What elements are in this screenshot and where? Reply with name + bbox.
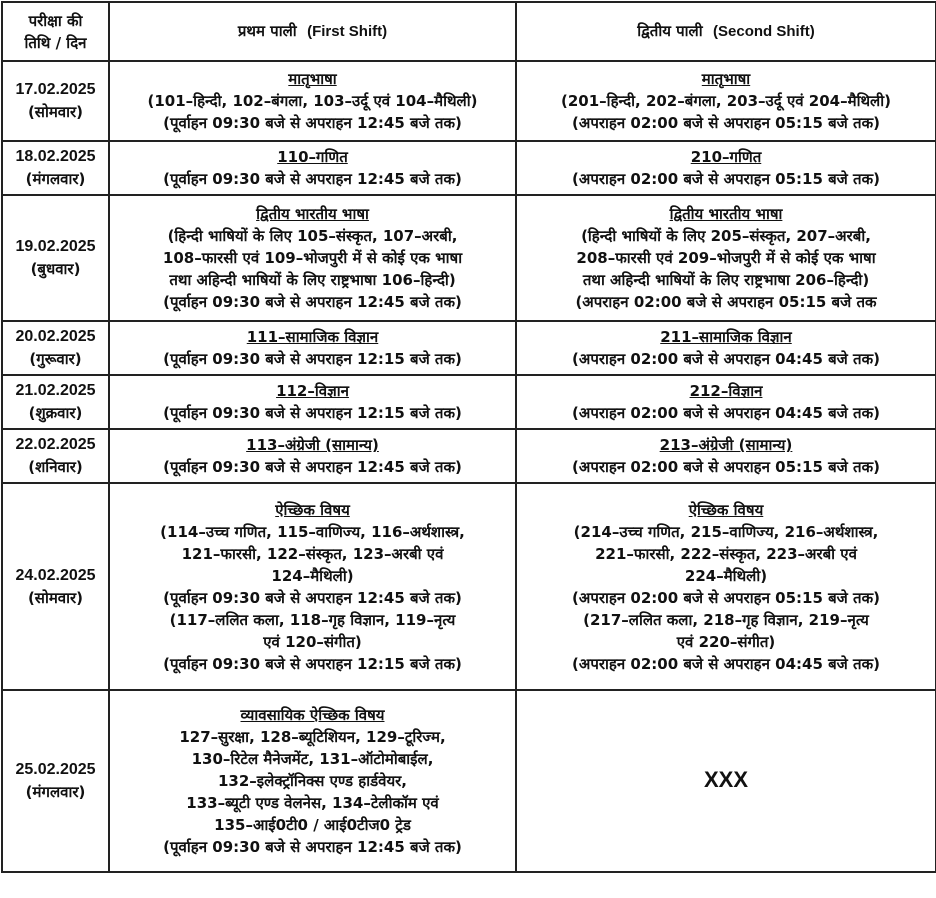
date-cell [2, 321, 109, 375]
subject-detail-line: (अपराहन 02:00 बजे से अपराहन 05:15 बजे तक) [572, 458, 880, 476]
exam-day: (सोमवार) [27, 103, 84, 121]
subject-detail-line: (117–ललित कला, 118–गृह विज्ञान, 119–नृत्य [169, 610, 456, 629]
schedule-row [2, 690, 936, 872]
exam-day: (मंगलवार) [25, 783, 86, 801]
date-cell [2, 429, 109, 483]
subject-detail-line: (अपराहन 02:00 बजे से अपराहन 04:45 बजे तक) [572, 350, 880, 368]
subject-detail-line: 130–रिटेल मैनेजमेंट, 131–ऑटोमोबाईल, [191, 750, 434, 768]
second-shift-hindi: द्वितीय पाली [637, 22, 703, 40]
subject-detail-line: (पूर्वाहन 09:30 बजे से अपराहन 12:45 बजे तक) [163, 838, 462, 856]
subject-detail-line: (पूर्वाहन 09:30 बजे से अपराहन 12:45 बजे तक) [163, 114, 462, 132]
first-shift-cell [109, 375, 516, 429]
subject-detail-line: (पूर्वाहन 09:30 बजे से अपराहन 12:45 बजे तक) [163, 588, 462, 607]
subject-heading: ऐच्छिक विषय [275, 500, 350, 519]
subject-heading: 212–विज्ञान [689, 382, 763, 400]
subject-detail-line: 133–ब्यूटी एण्ड वेलनेस, 134–टेलीकॉम एवं [186, 794, 439, 812]
subject-heading: 111–सामाजिक विज्ञान [246, 328, 379, 346]
first-shift-hindi: प्रथम पाली [237, 22, 297, 40]
subject-detail-line: (पूर्वाहन 09:30 बजे से अपराहन 12:15 बजे तक) [163, 350, 462, 368]
schedule-row [2, 375, 936, 429]
second-shift-cell [516, 429, 936, 483]
subject-detail-line: (पूर्वाहन 09:30 बजे से अपराहन 12:45 बजे तक) [163, 170, 462, 188]
schedule-row [2, 483, 936, 690]
first-shift-cell [109, 483, 516, 690]
date-cell [2, 61, 109, 141]
subject-heading: 112–विज्ञान [276, 382, 349, 400]
subject-heading: व्यावसायिक ऐच्छिक विषय [240, 706, 385, 724]
subject-detail-line: (अपराहन 02:00 बजे से अपराहन 05:15 बजे तक) [572, 114, 880, 132]
subject-detail-line: (अपराहन 02:00 बजे से अपराहन 04:45 बजे तक) [572, 404, 880, 422]
subject-detail-line: तथा अहिन्दी भाषियों के लिए राष्ट्रभाषा 106–हिन्दी) [169, 271, 456, 289]
first-shift-cell [109, 195, 516, 321]
subject-detail-line: एवं 120–संगीत) [263, 632, 362, 651]
subject-detail-line: 208–फारसी एवं 209–भोजपुरी में से कोई एक भाषा [576, 249, 876, 267]
subject-detail-line: (114–उच्च गणित, 115–वाणिज्य, 116–अर्थशास्त्र, [160, 522, 465, 541]
subject-heading: मातृभाषा [701, 70, 751, 88]
exam-date: 25.02.2025 [15, 761, 96, 778]
second-shift-cell [516, 195, 936, 321]
subject-detail-line: 108–फारसी एवं 109–भोजपुरी में से कोई एक भाषा [162, 249, 463, 267]
schedule-row [2, 321, 936, 375]
date-cell [2, 483, 109, 690]
second-shift-cell [516, 321, 936, 375]
subject-detail-line: (हिन्दी भाषियों के लिए 205–संस्कृत, 207–अरबी, [581, 227, 871, 245]
subject-heading: मातृभाषा [288, 70, 337, 88]
subject-detail-line: एवं 220–संगीत) [676, 632, 776, 651]
subject-detail-line: (अपराहन 02:00 बजे से अपराहन 05:15 बजे तक) [572, 170, 880, 188]
subject-detail-line: 135–आई0टी0 / आई0टीज0 ट्रेड [214, 816, 411, 834]
header-date-line-2: तिथि / दिन [24, 33, 87, 52]
header-row [2, 2, 936, 61]
exam-date: 24.02.2025 [15, 566, 96, 584]
subject-heading: 113–अंग्रेजी (सामान्य) [246, 436, 379, 454]
exam-day: (सोमवार) [27, 588, 84, 607]
exam-date: 19.02.2025 [15, 238, 96, 255]
subject-heading: द्वितीय भारतीय भाषा [256, 205, 369, 223]
subject-heading: ऐच्छिक विषय [688, 500, 764, 519]
exam-date: 21.02.2025 [15, 382, 96, 399]
exam-date: 17.02.2025 [15, 81, 96, 98]
subject-detail-line: (हिन्दी भाषियों के लिए 105–संस्कृत, 107–अरबी, [167, 227, 458, 245]
second-shift-cell [516, 375, 936, 429]
exam-day: (मंगलवार) [25, 170, 86, 188]
subject-detail-line: (101–हिन्दी, 102–बंगला, 103–उर्दू एवं 104–मैथिली) [147, 92, 478, 110]
subject-detail-line: (पूर्वाहन 09:30 बजे से अपराहन 12:45 बजे तक) [163, 458, 462, 476]
subject-detail-line: (217–ललित कला, 218–गृह विज्ञान, 219–नृत्य [583, 610, 869, 629]
exam-date: 20.02.2025 [15, 328, 96, 345]
subject-heading: 110–गणित [277, 148, 348, 166]
second-shift-cell [516, 141, 936, 195]
subject-detail-line: (पूर्वाहन 09:30 बजे से अपराहन 12:15 बजे तक) [163, 404, 462, 422]
first-shift-english: (First Shift) [307, 23, 388, 40]
header-date-line-1: परीक्षा की [28, 11, 83, 30]
no-exam-marker: XXX [703, 767, 749, 792]
subject-heading: द्वितीय भारतीय भाषा [669, 205, 783, 223]
first-shift-cell [109, 429, 516, 483]
exam-schedule-table [1, 1, 936, 873]
subject-detail-line: 124–मैथिली) [271, 566, 354, 585]
schedule-row [2, 429, 936, 483]
subject-detail-line: 132–इलेक्ट्रॉनिक्स एण्ड हार्डवेयर, [217, 772, 408, 790]
exam-day: (शनिवार) [28, 458, 83, 476]
first-shift-cell [109, 61, 516, 141]
subject-heading: 213–अंग्रेजी (सामान्य) [659, 436, 793, 454]
schedule-row [2, 61, 936, 141]
subject-detail-line: (201–हिन्दी, 202–बंगला, 203–उर्दू एवं 204–मैथिली) [561, 92, 891, 110]
subject-heading: 211–सामाजिक विज्ञान [660, 328, 792, 346]
subject-detail-line: (पूर्वाहन 09:30 बजे से अपराहन 12:15 बजे तक) [163, 654, 462, 673]
second-shift-english: (Second Shift) [713, 23, 815, 40]
subject-detail-line: तथा अहिन्दी भाषियों के लिए राष्ट्रभाषा 206–हिन्दी) [582, 271, 870, 289]
subject-detail-line: 221–फारसी, 222–संस्कृत, 223–अरबी एवं [595, 544, 857, 563]
schedule-row [2, 195, 936, 321]
exam-day: (गुरूवार) [29, 350, 82, 368]
header-date-cell [2, 2, 109, 61]
second-shift-cell [516, 690, 936, 872]
subject-heading: 210–गणित [690, 148, 762, 166]
first-shift-cell [109, 321, 516, 375]
subject-detail-line: (पूर्वाहन 09:30 बजे से अपराहन 12:45 बजे तक) [163, 293, 462, 311]
date-cell [2, 375, 109, 429]
subject-detail-line: 127–सुरक्षा, 128–ब्यूटिशियन, 129–टूरिज्म, [179, 728, 446, 746]
date-cell [2, 690, 109, 872]
subject-detail-line: (अपराहन 02:00 बजे से अपराहन 04:45 बजे तक) [572, 654, 880, 673]
schedule-row [2, 141, 936, 195]
subject-detail-line: 224–मैथिली) [684, 566, 768, 585]
subject-detail-line: (214–उच्च गणित, 215–वाणिज्य, 216–अर्थशास्त्र, [573, 522, 879, 541]
exam-day: (बुधवार) [30, 260, 81, 278]
date-cell [2, 195, 109, 321]
header-second-shift [516, 2, 936, 61]
date-cell [2, 141, 109, 195]
second-shift-cell [516, 483, 936, 690]
first-shift-cell [109, 690, 516, 872]
subject-detail-line: (अपराहन 02:00 बजे से अपराहन 05:15 बजे तक [575, 293, 877, 311]
subject-detail-line: 121–फारसी, 122–संस्कृत, 123–अरबी एवं [181, 544, 444, 563]
exam-date: 18.02.2025 [15, 148, 96, 165]
second-shift-cell [516, 61, 936, 141]
header-first-shift [109, 2, 516, 61]
exam-day: (शुक्रवार) [28, 404, 83, 422]
subject-detail-line: (अपराहन 02:00 बजे से अपराहन 05:15 बजे तक) [572, 588, 880, 607]
exam-date: 22.02.2025 [15, 436, 96, 453]
first-shift-cell [109, 141, 516, 195]
